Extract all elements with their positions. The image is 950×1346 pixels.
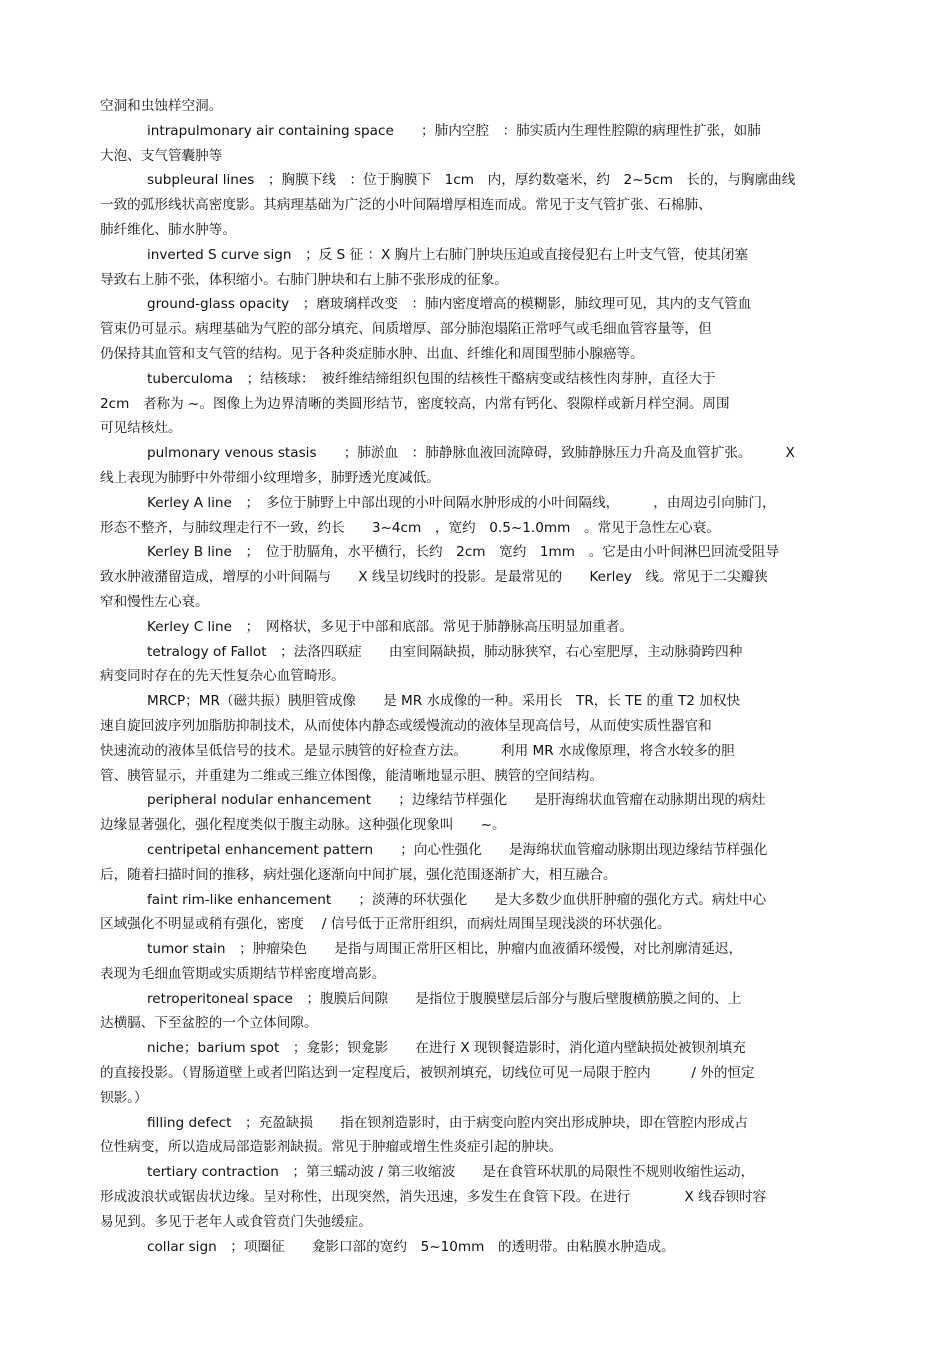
text-line: 后，随着扫描时间的推移，病灶强化逐渐向中间扩展，强化范围逐渐扩大，相互融合。 [100,866,617,883]
text-line: collar sign ；项圈征 龛影口部的宽约 5~10mm 的透明带。由粘膜水肿造成。 [147,1238,675,1255]
text-line: niche；barium spot ；龛影；钡龛影 在进行 X 现钡餐造影时，消化道内壁缺损处被钡剂填充 [147,1040,746,1057]
text-line: centripetal enhancement pattern ；向心性强化 是海绵状血管瘤动脉期出现边缘结节样强化 [147,841,768,858]
text-line: intrapulmonary air containing space ；肺内空腔 ：肺实质内生理性腔隙的病理性扩张，如肺 [147,122,761,139]
text-line: tertiary contraction ；第三蠕动波 / 第三收缩波 是在食管环状肌的局限性不规则收缩性运动， [147,1164,755,1181]
text-line: 一致的弧形线状高密度影。其病理基础为广泛的小叶间隔增厚相连而成。常见于支气管扩张、石棉肺、 [100,197,712,214]
text-line: tetralogy of Fallot ；法洛四联症 由室间隔缺损，肺动脉狭窄，右心室肥厚，主动脉骑跨四种 [147,643,743,660]
text-line: 仍保持其血管和支气管的结构。见于各种炎症肺水肿、出血、纤维化和周围型肺小腺癌等。 [100,345,644,362]
text-line: 肺纤维化、肺水肿等。 [100,221,236,238]
text-line: 易见到。多见于老年人或食管贲门失弛缓症。 [100,1213,372,1230]
text-line: subpleural lines ；胸膜下线 ：位于胸膜下 1cm 内，厚约数毫米，约 2~5cm 长的，与胸廓曲线 [147,172,796,189]
text-line: 管束仍可显示。病理基础为气腔的部分填充、间质增厚、部分肺泡塌陷正常呼气或毛细血管容量等，但 [100,321,712,338]
text-line: 表现为毛细血管期或实质期结节样密度增高影。 [100,965,386,982]
text-line: 区域强化不明显或稍有强化，密度 / 信号低于正常肝组织，而病灶周围呈现浅淡的环状强化。 [100,916,671,933]
text-line: pulmonary venous stasis ；肺淤血 ：肺静脉血液回流障碍，致肺静脉压力升高及血管扩张。 X [147,445,795,462]
text-line: 窄和慢性左心衰。 [100,593,209,610]
text-line: 2cm 者称为 ~。图像上为边界清晰的类圆形结节，密度较高，内常有钙化、裂隙样或新月样空洞。周围 [100,395,730,412]
text-line: 达横膈、下至盆腔的一个立体间隙。 [100,1015,318,1032]
text-line: MRCP；MR（磁共振）胰胆管成像 是 MR 水成像的一种。采用长 TR，长 TE 的重 T2 加权快 [147,693,741,710]
text-line: 导致右上肺不张，体积缩小。右肺门肿块和右上肺不张形成的征象。 [100,271,508,288]
text-line: 快速流动的液体呈低信号的技术。是显示胰管的好检查方法。 利用 MR 水成像原理，将含水较多的胆 [100,742,735,759]
text-line: tuberculoma ；结核球： 被纤维结缔组织包围的结核性干酪病变或结核性肉芽肿，直径大于 [147,370,716,387]
text-line: 形态不整齐，与肺纹理走行不一致，约长 3~4cm ，宽约 0.5~1.0mm 。常见于急性左心衰。 [100,519,720,536]
text-line: 边缘显著强化，强化程度类似于腹主动脉。这种强化现象叫 ~。 [100,817,506,834]
text-line: 速自旋回波序列加脂肪抑制技术，从而使体内静态或缓慢流动的液体呈现高信号，从而使实质性器官和 [100,717,712,734]
text-line: tumor stain ；肿瘤染色 是指与周围正常肝区相比，肿瘤内血液循环缓慢，对比剂廓清延迟， [147,941,743,958]
text-line: 钡影。） [100,1089,148,1106]
text-line: 空洞和虫蚀样空洞。 [100,98,223,114]
text-line: 病变同时存在的先天性复杂心血管畸形。 [100,668,345,685]
document-body [100,94,852,1259]
text-line: 位性病变，所以造成局部造影剂缺损。常见于肿瘤或增生性炎症引起的肿块。 [100,1139,563,1156]
text-line: 管、胰管显示，并重建为二维或三维立体图像，能清晰地显示胆、胰管的空间结构。 [100,767,603,784]
text-line: 大泡、支气管囊肿等 [100,147,223,164]
text-line: Kerley B line ； 位于肋膈角，水平横行，长约 2cm 宽约 1mm 。它是由小叶间淋巴回流受阻导 [147,544,779,561]
text-line: retroperitoneal space ；腹膜后间隙 是指位于腹膜壁层后部分与腹后壁腹横筋膜之间的、上 [147,990,742,1007]
text-line: filling defect ；充盈缺损 指在钡剂造影时，由于病变向腔内突出形成肿块，即在管腔内形成占 [147,1114,748,1131]
text-line: ground-glass opacity ；磨玻璃样改变 ：肺内密度增高的模糊影，肺纹理可见，其内的支气管血 [147,296,752,313]
text-line: Kerley A line ； 多位于肺野上中部出现的小叶间隔水肿形成的小叶间隔线， ，由周边引向肺门， [147,494,776,511]
text-line: Kerley C line ； 网格状，多见于中部和底部。常见于肺静脉高压明显加重者。 [147,618,634,635]
text-line: 致水肿液潴留造成，增厚的小叶间隔与 X 线呈切线时的投影。是最常见的 Kerley 线。常见于二尖瓣狭 [100,569,768,586]
text-line: 形成波浪状或锯齿状边缘。呈对称性，出现突然，消失迅速，多发生在食管下段。在进行 X 线吞钡时容 [100,1189,767,1206]
text-line: 线上表现为肺野中外带细小纹理增多，肺野透光度减低。 [100,469,440,486]
text-line: 可见结核灶。 [100,420,182,437]
text-line: peripheral nodular enhancement ；边缘结节样强化 是肝海绵状血管瘤在动脉期出现的病灶 [147,792,766,809]
text-line: faint rim-like enhancement ；淡薄的环状强化 是大多数少血供肝肿瘤的强化方式。病灶中心 [147,891,767,908]
text-line: inverted S curve sign ；反 S 征 ：X 胸片上右肺门肿块压迫或直接侵犯右上叶支气管，使其闭塞 [147,246,749,263]
text-line: 的直接投影。（胃肠道壁上或者凹陷达到一定程度后，被钡剂填充，切线位可见一局限于腔内 / 外的恒定 [100,1065,755,1082]
